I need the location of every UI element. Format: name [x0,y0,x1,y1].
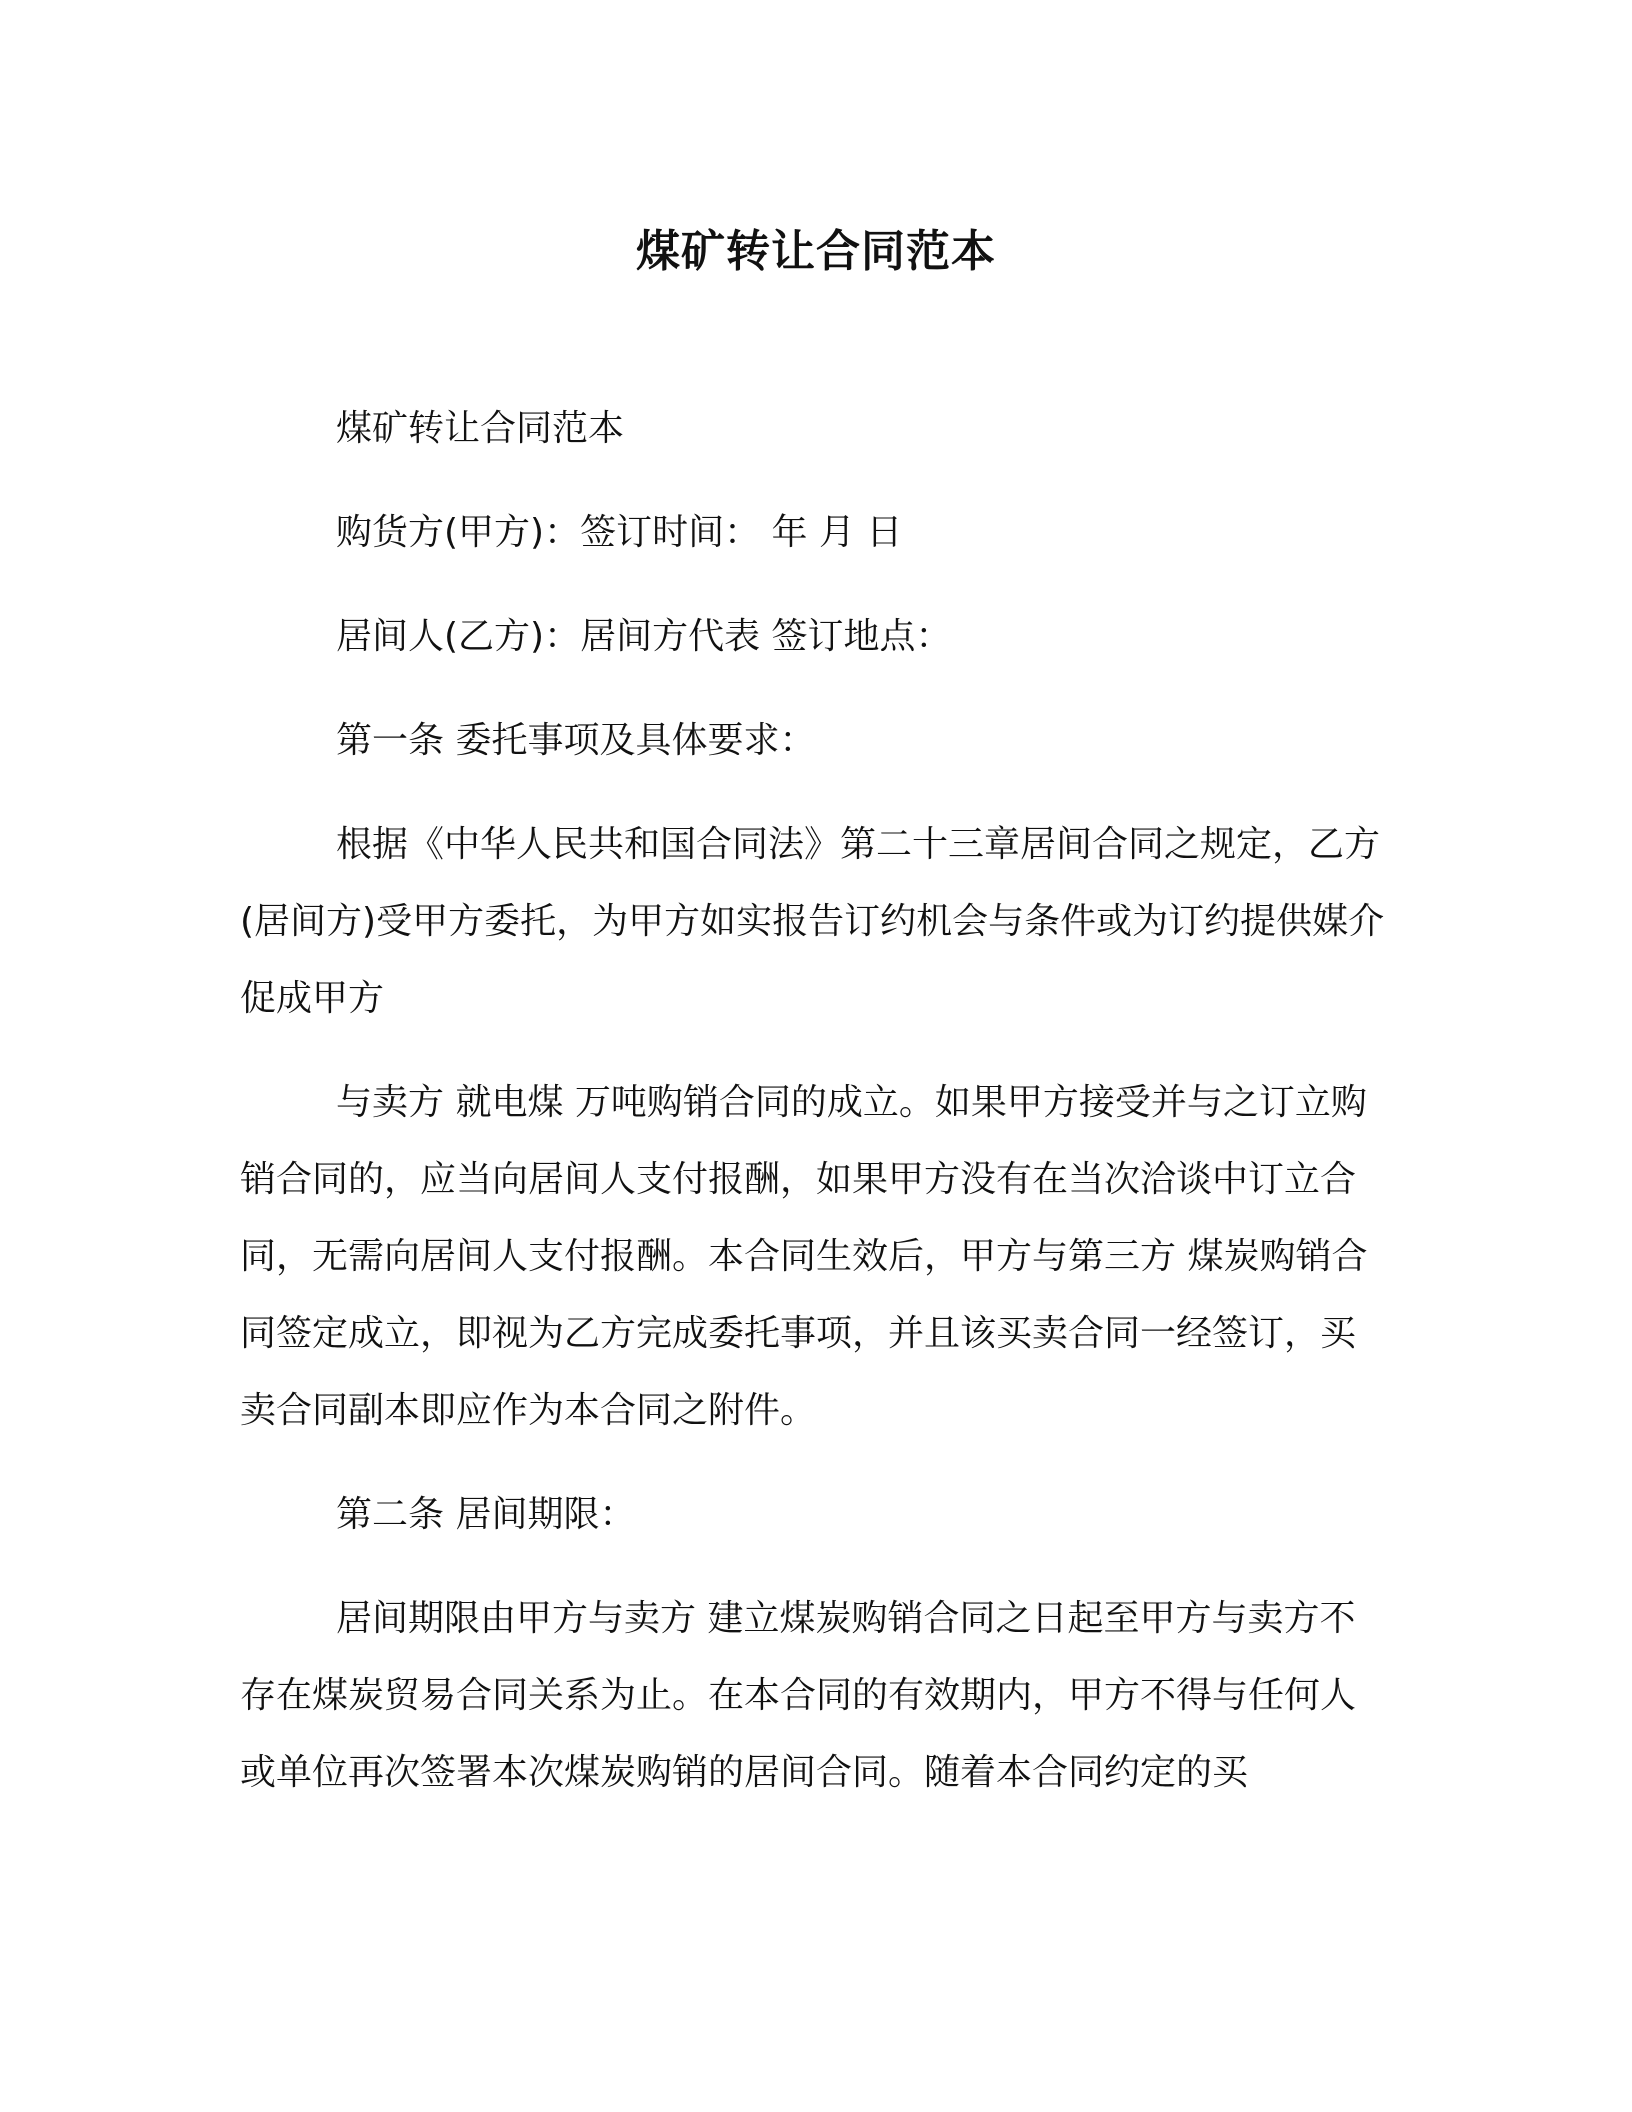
paragraph-article-2-text: 居间期限由甲方与卖方 建立煤炭购销合同之日起至甲方与卖方不存在煤炭贸易合同关系为止。在本合同的有效期内，甲方不得与任何人或单位再次签署本次煤炭购销的居间合同。随着本合同约定的买 [240,1598,1357,1793]
document-body [240,390,1390,1811]
document-title: 煤矿转让合同范本 [636,226,996,277]
paragraph-article-1-text-a: 根据《中华人民共和国合同法》第二十三章居间合同之规定，乙方(居间方)受甲方委托，为甲方如实报告订约机会与条件或为订约提供媒介促成甲方 [240,824,1385,1019]
paragraph-article-2-heading: 第二条 居间期限： [336,1494,636,1535]
paragraph-intermediary: 居间人(乙方)：居间方代表 签订地点： [336,616,952,657]
paragraph-article-1-text-b: 与卖方 就电煤 万吨购销合同的成立。如果甲方接受并与之订立购销合同的，应当向居间人支付报酬，如果甲方没有在当次洽谈中订立合同，无需向居间人支付报酬。本合同生效后，甲方与第三方 煤炭购销合同签定成立，即视为乙方完成委托事项，并且该买卖合同一经签订，买卖合同副本即应作为本合同之附件。 [240,1082,1368,1431]
paragraph-article-1-heading: 第一条 委托事项及具体要求： [336,720,816,761]
paragraph-buyer: 购货方(甲方)：签订时间： 年 月 日 [336,512,903,553]
paragraph-subtitle: 煤矿转让合同范本 [336,408,625,449]
